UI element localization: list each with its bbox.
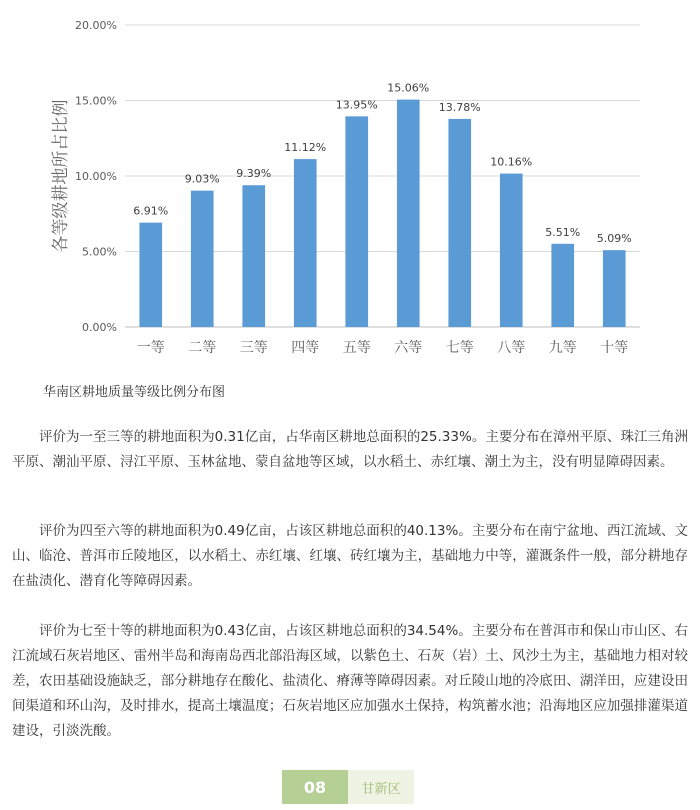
page-footer: [282, 770, 414, 804]
paragraph-grades-4-6: 评价为四至六等的耕地面积为0.49亿亩，占该区耕地总面积的40.13%。主要分布在南宁盆地、西江流域、文山、临沧、普洱市丘陵地区，以水稻土、赤红壤、红壤、砖红壤为主，基础地力中等，灌溉条件一般，部分耕地存在盐渍化、潜育化等障碍因素。: [12, 523, 688, 589]
page-number: 08: [282, 770, 348, 804]
bar: [139, 223, 162, 327]
x-tick-label: 十等: [600, 340, 629, 356]
data-label: 15.06%: [387, 81, 430, 95]
x-tick-label: 七等: [445, 340, 474, 356]
paragraph-grades-1-3: 评价为一至三等的耕地面积为0.31亿亩，占华南区耕地总面积的25.33%。主要分布在漳州平原、珠江三角洲平原、潮汕平原、浔江平原、玉林盆地、蒙自盆地等区域，以水稻土、赤红壤、潮土为主，没有明显障碍因素。: [12, 429, 688, 470]
y-tick-label: 10.00%: [75, 170, 117, 183]
bar: [397, 100, 420, 327]
data-label: 10.16%: [490, 155, 533, 169]
bar: [345, 116, 368, 327]
bar: [448, 119, 471, 327]
data-label: 5.09%: [596, 232, 632, 246]
chart-caption: 华南区耕地质量等级比例分布图: [43, 385, 226, 400]
data-label: 5.51%: [545, 225, 581, 239]
bar: [551, 244, 574, 327]
y-tick-label: 20.00%: [75, 19, 117, 32]
data-label: 6.91%: [133, 204, 169, 218]
bar: [191, 191, 214, 327]
x-tick-label: 九等: [548, 340, 577, 356]
bar: [603, 250, 626, 327]
y-tick-label: 5.00%: [82, 245, 117, 259]
data-label: 11.12%: [284, 141, 327, 155]
x-tick-label: 六等: [394, 340, 423, 356]
next-region-link[interactable]: 甘新区: [348, 770, 414, 804]
data-label: 9.39%: [236, 167, 272, 181]
x-tick-label: 四等: [291, 340, 320, 356]
x-tick-label: 八等: [497, 340, 526, 356]
bar: [294, 159, 317, 327]
data-label: 13.78%: [438, 100, 481, 114]
x-tick-label: 三等: [239, 340, 268, 356]
x-tick-label: 二等: [188, 340, 217, 356]
x-tick-label: 五等: [342, 340, 371, 356]
x-tick-label: 一等: [136, 340, 165, 356]
paragraph-grades-7-10: 评价为七至十等的耕地面积为0.43亿亩，占该区耕地总面积的34.54%。主要分布在普洱市和保山市山区、右江流域石灰岩地区、雷州半岛和海南岛西北部沿海区域，以紫色土、石灰（岩）土、风沙土为主，基础地力相对较差，农田基础设施缺乏，部分耕地存在酸化、盐渍化、瘠薄等障碍因素。对丘陵山地的冷底田、湖洋田，应建设田间渠道和环山沟，及时排水，提高土壤温度；石灰岩地区应加强水土保持，构筑蓄水池；沿海地区应加强排灌渠道建设，引淡洗酸。: [12, 623, 688, 739]
bar: [242, 185, 265, 327]
data-label: 13.95%: [335, 98, 378, 112]
y-tick-label: 15.00%: [75, 94, 117, 108]
y-axis-title: 各等级耕地所占比例: [51, 99, 71, 253]
grade-distribution-bar-chart: [0, 0, 700, 370]
data-label: 9.03%: [184, 172, 220, 186]
bar: [500, 174, 523, 327]
y-tick-label: 0.00%: [82, 321, 117, 334]
